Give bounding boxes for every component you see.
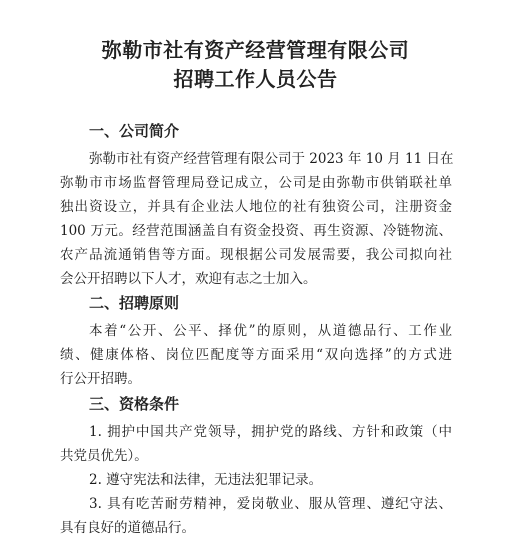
list-item: 1. 拥护中国共产党领导，拥护党的路线、方针和政策（中 [89,424,452,440]
document-title-line-2: 招聘工作人员公告 [173,67,338,91]
paragraph-line: 农产品流通销售等方面。现根据公司发展需要，我公司拟向社 [60,247,452,263]
list-item-continuation: 具有良好的道德品行。 [60,520,195,536]
document-title-line-1: 弥勒市社有资产经营管理有限公司 [101,38,410,62]
paragraph-line: 100 万元。经营范围涵盖自有资金投资、再生资源、冷链物流、 [60,223,452,239]
section-heading-recruitment-principles: 二、招聘原则 [89,294,180,312]
section-heading-qualifications: 三、资格条件 [89,395,180,413]
list-item: 3. 具有吃苦耐劳精神，爱岗敬业、服从管理、遵纪守法、 [89,496,452,512]
section-heading-company-intro: 一、公司简介 [89,122,180,140]
paragraph-line: 行公开招聘。 [60,371,141,387]
paragraph-line: 独出资设立，并具有企业法人地位的社有独资公司，注册资金 [60,199,452,215]
paragraph-line: 会公开招聘以下人才，欢迎有志之士加入。 [60,271,317,287]
paragraph-line: 弥勒市社有资产经营管理有限公司于 2023 年 10 月 11 日在 [89,151,454,167]
paragraph-line: 本着“公开、公平、择优”的原则，从道德品行、工作业 [89,323,452,339]
list-item-continuation: 共党员优先）。 [60,448,148,464]
paragraph-line: 弥勒市市场监督管理局登记成立，公司是由弥勒市供销联社单 [60,175,452,191]
paragraph-line: 绩、健康体格、岗位匹配度等方面采用“双向选择”的方式进 [60,347,452,363]
list-item: 2. 遵守宪法和法律，无违法犯罪记录。 [89,472,323,488]
